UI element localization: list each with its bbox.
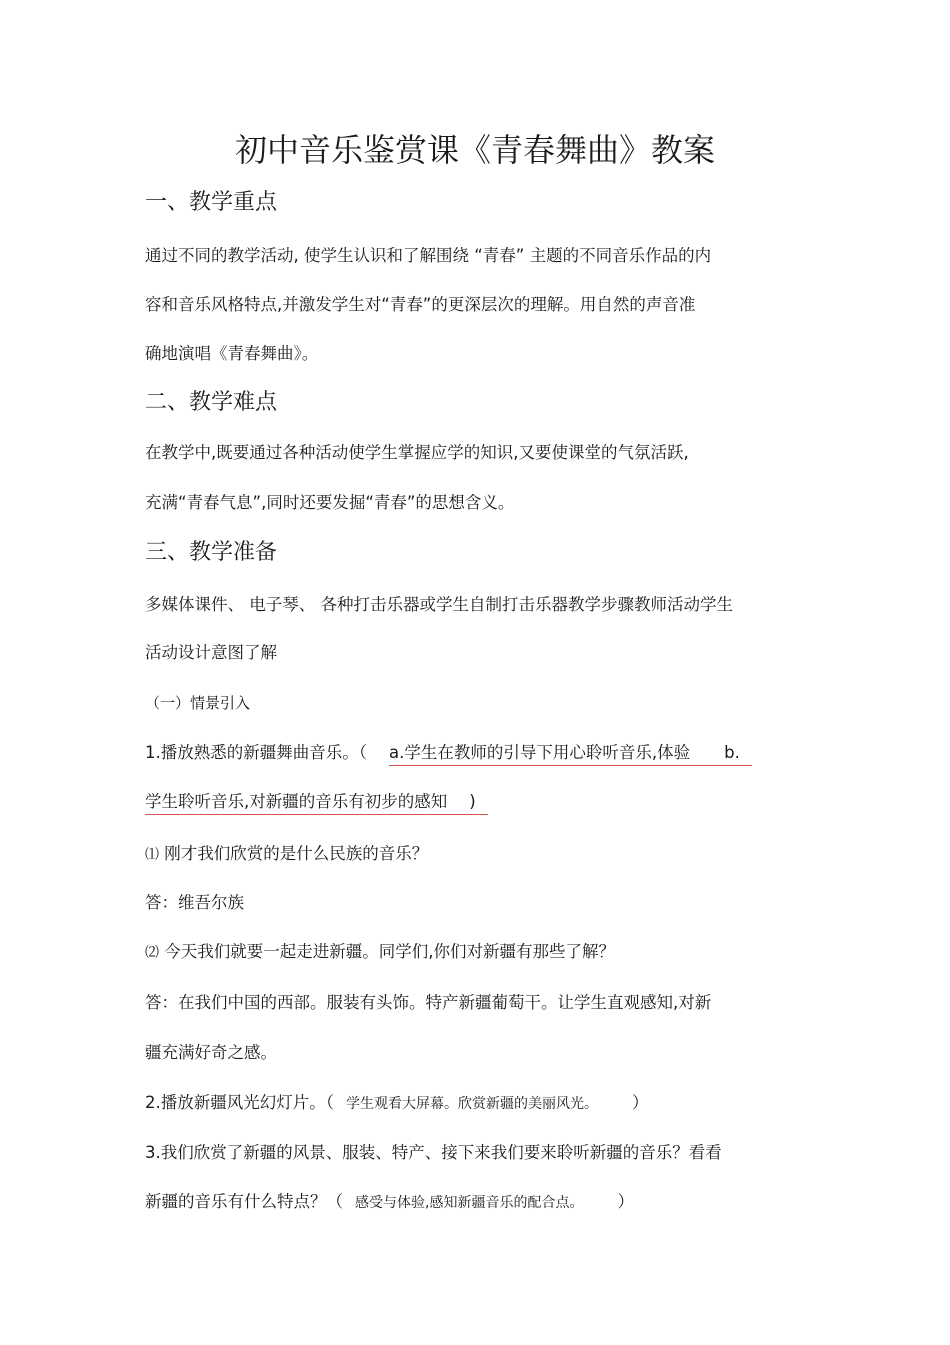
section-heading-preparation: 三、教学准备: [145, 540, 278, 565]
paragraph-line: 活动设计意图了解: [145, 643, 277, 662]
question-number: ⑴: [145, 847, 159, 863]
item-note: 学生观看大屏幕。欣赏新疆的美丽风光。: [346, 1096, 598, 1112]
item-number: 2.: [145, 1093, 161, 1112]
list-item-1-line1: [145, 741, 752, 765]
question-text: 今天我们就要一起走进新疆。同学们,你们对新疆有那些了解？: [164, 942, 615, 961]
item-text: 我们欣赏了新疆的风景、服装、特产、接下来我们要来聆听新疆的音乐？看看: [160, 1143, 722, 1162]
paragraph-line: 充满“青春气息”,同时还要发掘“青春”的思想含义。: [145, 493, 515, 512]
paragraph-line: 容和音乐风格特点,并激发学生对“青春”的更深层次的理解。用自然的声音准: [145, 295, 696, 314]
item-note: 感受与体验,感知新疆音乐的配合点。: [355, 1195, 584, 1211]
item-number: 3.: [145, 1143, 161, 1162]
document-title: 初中音乐鉴赏课《青春舞曲》教案: [234, 131, 715, 169]
note-b: b.: [724, 743, 740, 762]
paragraph-line: 通过不同的教学活动, 使学生认识和了解围绕 “青春” 主题的不同音乐作品的内: [145, 246, 712, 265]
note-a: a.学生在教师的引导下用心聆听音乐,体验: [389, 743, 691, 762]
list-item-3-line1: [145, 1141, 722, 1165]
paragraph-line: 多媒体课件、 电子琴、 各种打击乐器或学生自制打击乐器教学步骤教师活动学生: [145, 595, 733, 614]
note-end: ): [469, 792, 476, 811]
answer-1: 答：维吾尔族: [145, 893, 244, 912]
section-heading-difficulty: 二、教学难点: [145, 390, 278, 415]
question-text: 刚才我们欣赏的是什么民族的音乐？: [164, 844, 429, 863]
paragraph-line: 在教学中,既要通过各种活动使学生掌握应学的知识,又要使课堂的气氛活跃,: [145, 443, 689, 462]
item-end: ）: [632, 1093, 649, 1112]
underlined-note: [389, 743, 752, 766]
list-item-1-line2: [145, 790, 488, 814]
question-number: ⑵: [145, 945, 159, 961]
answer-2-line1: 答：在我们中国的西部。服装有头饰。特产新疆葡萄干。让学生直观感知,对新: [145, 993, 712, 1012]
item-end: ）: [617, 1192, 634, 1211]
section-heading-focus: 一、教学重点: [145, 190, 278, 215]
question-1: [145, 842, 428, 867]
underlined-note: [145, 792, 488, 815]
item-text: 播放熟悉的新疆舞曲音乐。（: [160, 743, 367, 762]
list-item-3-line2: [145, 1190, 634, 1215]
question-2: [145, 940, 615, 965]
paragraph-line: 确地演唱《青春舞曲》。: [145, 344, 319, 363]
note-line2: 学生聆听音乐,对新疆的音乐有初步的感知: [145, 792, 448, 811]
item-number: 1.: [145, 743, 161, 762]
item-text: 新疆的音乐有什么特点？（: [145, 1192, 343, 1211]
subsection-heading: （一）情景引入: [145, 694, 251, 712]
item-text: 播放新疆风光幻灯片。（: [160, 1093, 334, 1112]
list-item-2: [145, 1091, 649, 1116]
answer-2-line2: 疆充满好奇之感。: [145, 1043, 277, 1062]
